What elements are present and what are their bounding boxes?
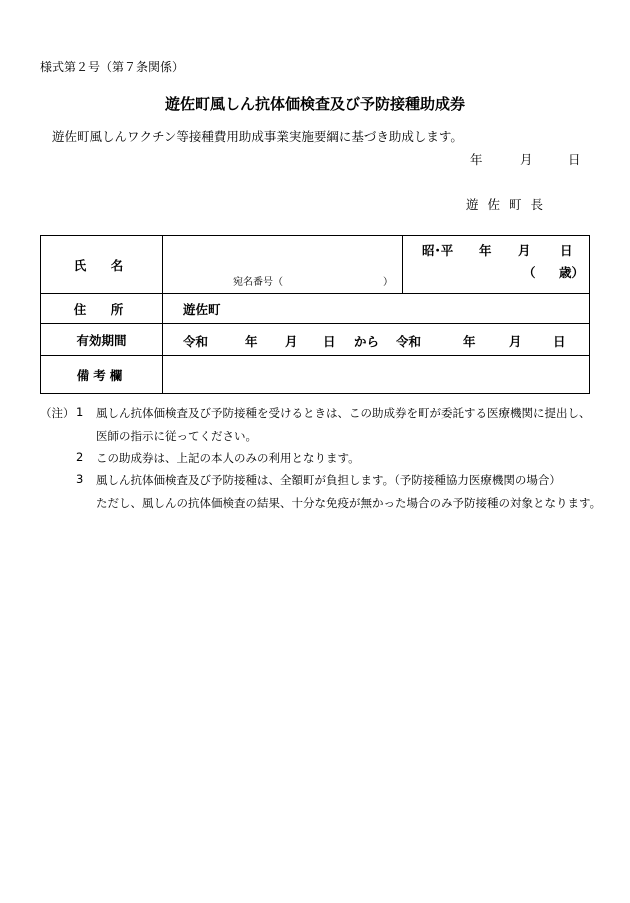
notes-prefix: （注） [40, 406, 75, 420]
note-1-line-1: 風しん抗体価検査及び予防接種を受けるときは、この助成券を町が委託する医療機関に提出し、 [96, 406, 591, 420]
row-remarks [41, 356, 590, 394]
birth-month: 月 [518, 243, 531, 258]
remarks-field[interactable] [163, 356, 590, 394]
validity-label: 有効期間 [41, 324, 163, 356]
address-label: 住 所 [41, 294, 163, 324]
note-3-line-1: 風しん抗体価検査及び予防接種は、全額町が負担します。（予防接種協力医療機関の場合） [96, 473, 561, 487]
remarks-label: 備考欄 [41, 356, 163, 394]
valid-era-to: 令和 [396, 334, 422, 349]
birth-era: 昭･平 [422, 243, 454, 258]
form-number: 様式第２号（第７条関係） [40, 60, 185, 74]
valid-year-to: 年 [463, 334, 476, 349]
name-label: 氏 名 [41, 236, 163, 294]
birthdate-field[interactable] [403, 236, 589, 293]
birth-year: 年 [479, 243, 492, 258]
birth-day: 日 [560, 243, 573, 258]
address-number-label: 宛名番号（ [233, 277, 283, 288]
age-open: （ [523, 265, 536, 280]
note-3-number: 3 [76, 472, 84, 486]
row-address [41, 294, 590, 324]
valid-era-from: 令和 [183, 334, 209, 349]
valid-day-from: 日 [323, 334, 336, 349]
issuer-name: 遊佐町長 [466, 197, 553, 212]
note-2-number: 2 [76, 450, 84, 464]
address-value: 遊佐町 [183, 301, 221, 317]
valid-year-from: 年 [245, 334, 258, 349]
note-1-number: 1 [76, 405, 84, 419]
note-3-line-2: ただし、風しんの抗体価検査の結果、十分な免疫が無かった場合のみ予防接種の対象となります。 [96, 496, 602, 510]
valid-day-to: 日 [553, 334, 566, 349]
name-field[interactable] [163, 236, 403, 293]
name-birth-cell [163, 236, 590, 294]
date-year: 年 [470, 152, 483, 167]
voucher-form-table [40, 235, 590, 394]
date-day: 日 [568, 152, 581, 167]
note-2-line-1: この助成券は、上記の本人のみの利用となります。 [96, 451, 360, 465]
valid-month-to: 月 [509, 334, 522, 349]
address-number-close: ） [383, 277, 393, 288]
intro-text: 遊佐町風しんワクチン等接種費用助成事業実施要綱に基づき助成します。 [52, 129, 463, 144]
valid-month-from: 月 [285, 334, 298, 349]
address-field[interactable] [163, 294, 590, 324]
row-name [41, 236, 590, 294]
age-unit: 歳） [559, 265, 585, 280]
row-validity [41, 324, 590, 356]
validity-field[interactable] [163, 324, 590, 356]
note-1-line-2: 医師の指示に従ってください。 [96, 429, 257, 443]
document-title: 遊佐町風しん抗体価検査及び予防接種助成券 [164, 95, 465, 113]
date-month: 月 [520, 152, 533, 167]
valid-kara: から [354, 334, 380, 349]
